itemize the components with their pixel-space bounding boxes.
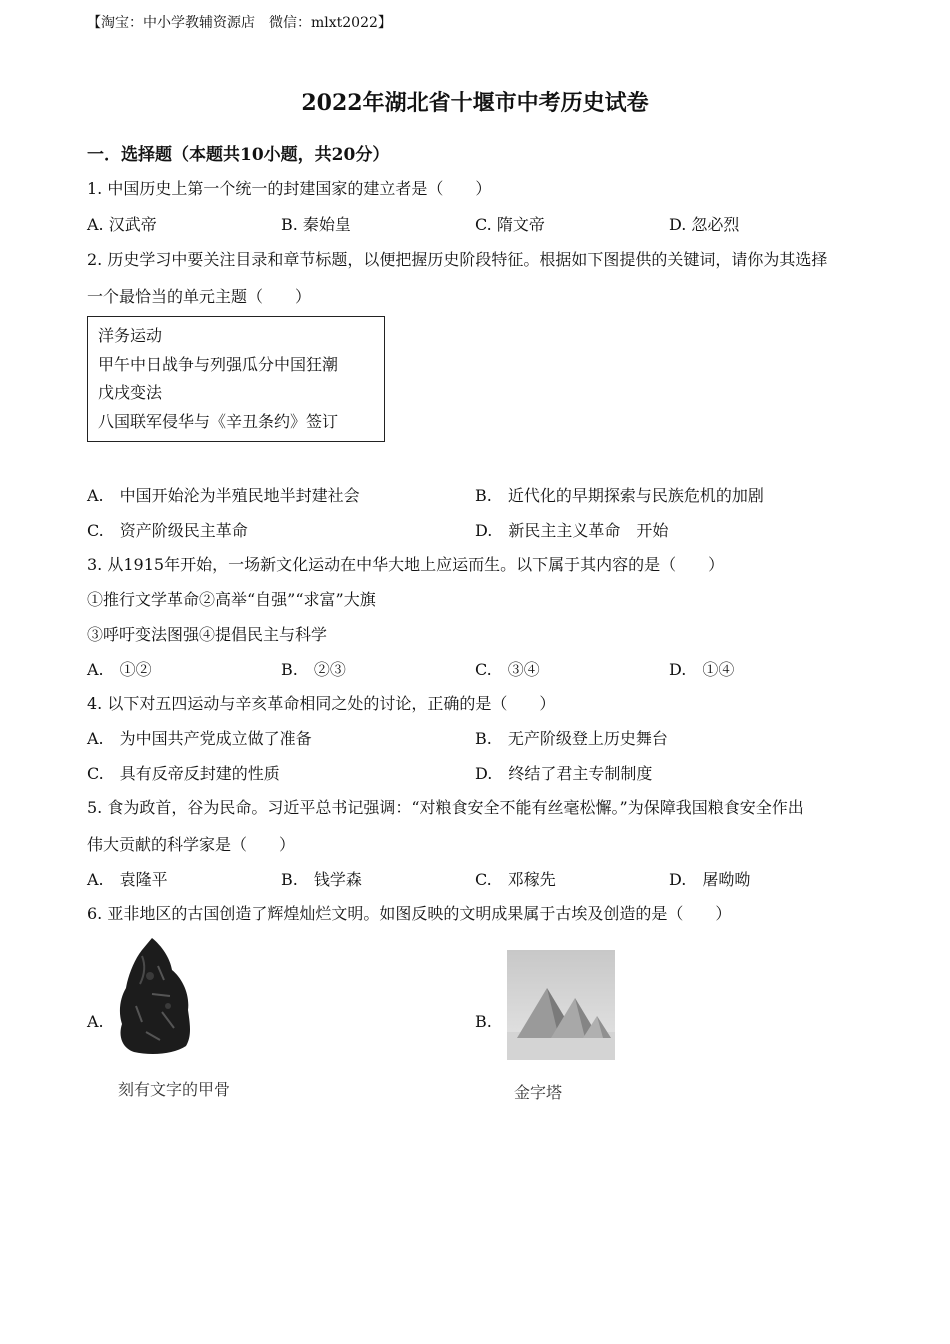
question-2-option-b: B. 近代化的早期探索与民族危机的加剧 xyxy=(475,486,764,505)
question-1-option-c: C. 隋文帝 xyxy=(475,215,545,234)
question-3-line2: ①推行文学革命②高举“自强”“求富”大旗 xyxy=(87,590,376,609)
keyword-line: 洋务运动 xyxy=(98,326,163,345)
question-6-option-a: A. xyxy=(87,1012,104,1031)
question-4-option-b: B. 无产阶级登上历史舞台 xyxy=(475,729,668,748)
question-3-option-a: A. ①② xyxy=(87,660,152,679)
question-1-option-b: B. 秦始皇 xyxy=(281,215,351,234)
question-3-option-d: D. ①④ xyxy=(669,660,735,679)
question-4-option-c: C. 具有反帝反封建的性质 xyxy=(87,764,280,783)
question-1-stem: 1. 中国历史上第一个统一的封建国家的建立者是（ ） xyxy=(87,179,492,198)
image-b-caption: 金字塔 xyxy=(514,1083,563,1102)
question-4-option-a: A. 为中国共产党成立做了准备 xyxy=(87,729,312,748)
question-1-option-d: D. 忽必烈 xyxy=(669,215,740,234)
question-2-option-d: D. 新民主主义革命 开始 xyxy=(475,521,669,540)
question-5-option-d: D. 屠呦呦 xyxy=(669,870,751,889)
keyword-line: 戊戌变法 xyxy=(98,383,163,402)
question-3-line3: ③呼吁变法图强④提倡民主与科学 xyxy=(87,625,328,644)
question-2-stem-line2: 一个最恰当的单元主题（ ） xyxy=(87,287,312,306)
question-6-option-b: B. xyxy=(475,1012,492,1031)
question-4-stem: 4. 以下对五四运动与辛亥革命相同之处的讨论，正确的是（ ） xyxy=(87,694,556,713)
question-2-option-a: A. 中国开始沦为半殖民地半封建社会 xyxy=(87,486,360,505)
keyword-line: 甲午中日战争与列强瓜分中国狂潮 xyxy=(98,355,339,374)
question-5-option-c: C. 邓稼先 xyxy=(475,870,556,889)
keyword-box xyxy=(87,316,385,442)
question-6-stem: 6. 亚非地区的古国创造了辉煌灿烂文明。如图反映的文明成果属于古埃及创造的是（ ） xyxy=(87,904,732,923)
question-2-stem-line1: 2. 历史学习中要关注目录和章节标题，以便把握历史阶段特征。根据如下图提供的关键词，请你为其选择 xyxy=(87,250,828,269)
question-2-option-c: C. 资产阶级民主革命 xyxy=(87,521,248,540)
question-3-option-b: B. ②③ xyxy=(281,660,346,679)
question-4-option-d: D. 终结了君主专制制度 xyxy=(475,764,653,783)
question-1-option-a: A. 汉武帝 xyxy=(87,215,157,234)
image-a-caption: 刻有文字的甲骨 xyxy=(118,1080,231,1099)
page-title: 2022年湖北省十堰市中考历史试卷 xyxy=(301,90,649,116)
section-heading: 一．选择题（本题共10小题，共20分） xyxy=(87,145,390,165)
keyword-line: 八国联军侵华与《辛丑条约》签订 xyxy=(98,412,339,431)
question-3-option-c: C. ③④ xyxy=(475,660,540,679)
question-5-stem-line1: 5. 食为政首，谷为民命。习近平总书记强调：“对粮食安全不能有丝毫松懈。”为保障我国粮食安全作出 xyxy=(87,798,804,817)
pyramid-image xyxy=(507,950,615,1060)
oracle-bone-image xyxy=(112,936,194,1058)
question-3-stem: 3. 从1915年开始，一场新文化运动在中华大地上应运而生。以下属于其内容的是（ ） xyxy=(87,555,725,574)
question-5-option-a: A. 袁隆平 xyxy=(87,870,168,889)
question-5-option-b: B. 钱学森 xyxy=(281,870,362,889)
page-header: 【淘宝：中小学教辅资源店 微信：mlxt2022】 xyxy=(87,15,392,31)
question-5-stem-line2: 伟大贡献的科学家是（ ） xyxy=(87,835,296,854)
